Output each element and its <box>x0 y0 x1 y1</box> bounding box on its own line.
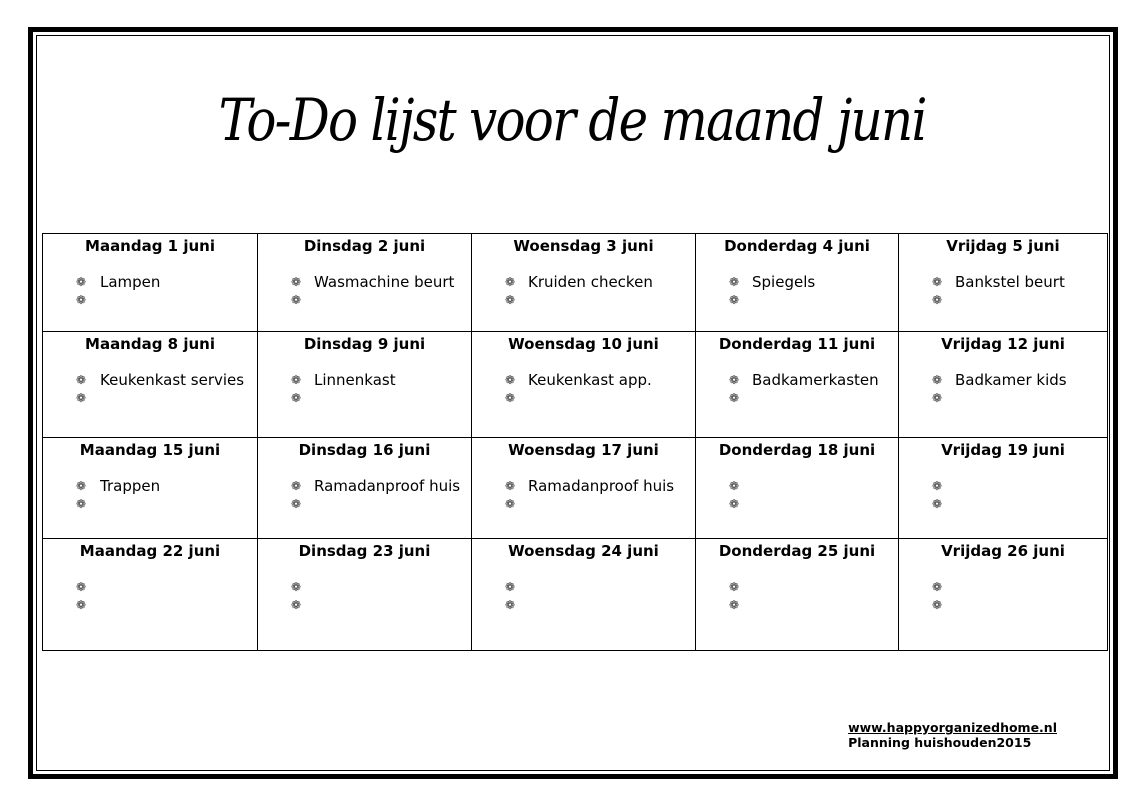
circle-bullet-icon: ❁ <box>291 275 302 289</box>
task-list <box>899 578 1107 614</box>
task-item <box>472 596 695 614</box>
task-item <box>696 291 898 309</box>
circle-bullet-icon: ❁ <box>932 275 943 289</box>
day-cell <box>696 234 899 332</box>
day-cell <box>43 234 258 332</box>
circle-bullet-icon: ❁ <box>932 497 943 511</box>
circle-bullet-icon: ❁ <box>76 373 87 387</box>
task-item <box>472 371 695 389</box>
day-name: Maandag 22 juni <box>79 542 221 560</box>
circle-bullet-icon: ❁ <box>729 580 740 594</box>
circle-bullet-icon: ❁ <box>76 293 87 307</box>
task-item <box>899 596 1107 614</box>
task-list <box>696 273 898 309</box>
day-name: Vrijdag 19 juni <box>941 441 1065 459</box>
circle-bullet-icon: ❁ <box>76 580 87 594</box>
task-item <box>43 291 257 309</box>
task-item <box>899 273 1107 291</box>
task-list <box>258 477 471 513</box>
task-list <box>258 273 471 309</box>
day-name: Vrijdag 12 juni <box>941 335 1065 353</box>
circle-bullet-icon: ❁ <box>291 497 302 511</box>
task-list <box>899 477 1107 513</box>
circle-bullet-icon: ❁ <box>505 275 516 289</box>
task-item <box>43 578 257 596</box>
circle-bullet-icon: ❁ <box>76 598 87 612</box>
task-item <box>899 389 1107 407</box>
task-item <box>258 477 471 495</box>
task-list <box>43 477 257 513</box>
day-name: Maandag 8 juni <box>85 335 215 353</box>
task-label: Keukenkast app. <box>528 371 652 389</box>
day-cell <box>258 332 472 438</box>
circle-bullet-icon: ❁ <box>76 479 87 493</box>
day-name: Dinsdag 16 juni <box>298 441 431 459</box>
day-name: Donderdag 4 juni <box>724 237 870 255</box>
task-item <box>43 371 257 389</box>
task-item <box>43 596 257 614</box>
day-name: Dinsdag 2 juni <box>303 237 426 255</box>
task-label: Ramadanproof huis <box>314 477 461 495</box>
calendar-week-row <box>43 438 1108 539</box>
day-cell <box>43 332 258 438</box>
circle-bullet-icon: ❁ <box>932 391 943 405</box>
task-item <box>696 578 898 596</box>
task-label: Badkamerkasten <box>752 371 879 389</box>
circle-bullet-icon: ❁ <box>932 373 943 387</box>
footer <box>848 720 1057 750</box>
circle-bullet-icon: ❁ <box>729 598 740 612</box>
task-list <box>258 371 471 407</box>
day-name: Woensdag 17 juni <box>508 441 659 459</box>
task-list <box>43 371 257 407</box>
task-item <box>899 495 1107 513</box>
task-label: Badkamer kids <box>955 371 1067 389</box>
task-label: Lampen <box>100 273 161 291</box>
task-list <box>43 273 257 309</box>
task-item <box>696 596 898 614</box>
day-cell <box>472 332 696 438</box>
task-label: Ramadanproof huis <box>528 477 675 495</box>
day-cell <box>43 539 258 651</box>
task-item <box>258 273 471 291</box>
task-label: Linnenkast <box>314 371 396 389</box>
task-list <box>472 273 695 309</box>
circle-bullet-icon: ❁ <box>505 598 516 612</box>
day-cell <box>899 234 1108 332</box>
circle-bullet-icon: ❁ <box>729 293 740 307</box>
footer-url-link[interactable]: www.happyorganizedhome.nl <box>848 720 1057 735</box>
day-name: Vrijdag 26 juni <box>941 542 1065 560</box>
task-item <box>899 371 1107 389</box>
task-list <box>472 578 695 614</box>
day-name: Donderdag 25 juni <box>718 542 876 560</box>
task-item <box>43 477 257 495</box>
circle-bullet-icon: ❁ <box>729 391 740 405</box>
day-name: Maandag 1 juni <box>85 237 215 255</box>
task-item <box>472 495 695 513</box>
circle-bullet-icon: ❁ <box>505 497 516 511</box>
task-item <box>258 495 471 513</box>
task-item <box>472 291 695 309</box>
task-item <box>696 371 898 389</box>
circle-bullet-icon: ❁ <box>505 580 516 594</box>
day-cell <box>258 539 472 651</box>
task-item <box>696 273 898 291</box>
task-item <box>472 477 695 495</box>
day-name: Donderdag 18 juni <box>718 441 876 459</box>
task-item <box>43 495 257 513</box>
circle-bullet-icon: ❁ <box>291 598 302 612</box>
circle-bullet-icon: ❁ <box>76 275 87 289</box>
task-item <box>43 389 257 407</box>
task-item <box>899 291 1107 309</box>
circle-bullet-icon: ❁ <box>932 580 943 594</box>
day-cell <box>899 332 1108 438</box>
task-list <box>472 477 695 513</box>
task-list <box>43 578 257 614</box>
circle-bullet-icon: ❁ <box>729 479 740 493</box>
day-name: Vrijdag 5 juni <box>946 237 1060 255</box>
calendar-table <box>42 233 1108 651</box>
day-cell <box>899 438 1108 539</box>
calendar-week-row <box>43 539 1108 651</box>
page-title: To-Do lijst voor de maand juni <box>218 86 926 154</box>
day-name: Woensdag 10 juni <box>508 335 659 353</box>
day-cell <box>696 438 899 539</box>
task-item <box>258 291 471 309</box>
task-item <box>696 389 898 407</box>
task-label: Spiegels <box>752 273 816 291</box>
task-item <box>258 371 471 389</box>
day-cell <box>43 438 258 539</box>
day-cell <box>696 539 899 651</box>
task-list <box>258 578 471 614</box>
task-item <box>258 596 471 614</box>
task-list <box>899 273 1107 309</box>
circle-bullet-icon: ❁ <box>291 373 302 387</box>
task-label: Bankstel beurt <box>955 273 1065 291</box>
circle-bullet-icon: ❁ <box>729 373 740 387</box>
task-item <box>43 273 257 291</box>
day-cell <box>258 234 472 332</box>
day-cell <box>696 332 899 438</box>
circle-bullet-icon: ❁ <box>932 479 943 493</box>
circle-bullet-icon: ❁ <box>291 293 302 307</box>
task-item <box>472 578 695 596</box>
task-item <box>258 578 471 596</box>
day-cell <box>899 539 1108 651</box>
task-list <box>696 371 898 407</box>
day-cell <box>258 438 472 539</box>
circle-bullet-icon: ❁ <box>729 497 740 511</box>
day-name: Maandag 15 juni <box>79 441 221 459</box>
circle-bullet-icon: ❁ <box>505 391 516 405</box>
circle-bullet-icon: ❁ <box>729 275 740 289</box>
day-cell <box>472 539 696 651</box>
task-list <box>696 578 898 614</box>
task-list <box>696 477 898 513</box>
task-item <box>258 389 471 407</box>
circle-bullet-icon: ❁ <box>291 580 302 594</box>
circle-bullet-icon: ❁ <box>932 293 943 307</box>
footer-note: Planning huishouden2015 <box>848 735 1032 750</box>
task-item <box>696 477 898 495</box>
task-label: Trappen <box>100 477 161 495</box>
circle-bullet-icon: ❁ <box>932 598 943 612</box>
circle-bullet-icon: ❁ <box>76 391 87 405</box>
day-cell <box>472 234 696 332</box>
task-label: Kruiden checken <box>528 273 653 291</box>
task-item <box>472 273 695 291</box>
task-list <box>472 371 695 407</box>
task-list <box>899 371 1107 407</box>
task-label: Wasmachine beurt <box>314 273 455 291</box>
day-name: Woensdag 3 juni <box>513 237 654 255</box>
circle-bullet-icon: ❁ <box>505 373 516 387</box>
task-item <box>899 477 1107 495</box>
day-name: Donderdag 11 juni <box>718 335 876 353</box>
day-name: Woensdag 24 juni <box>508 542 659 560</box>
circle-bullet-icon: ❁ <box>291 479 302 493</box>
task-item <box>472 389 695 407</box>
circle-bullet-icon: ❁ <box>76 497 87 511</box>
circle-bullet-icon: ❁ <box>291 391 302 405</box>
day-name: Dinsdag 9 juni <box>303 335 426 353</box>
calendar-week-row <box>43 332 1108 438</box>
task-label: Keukenkast servies <box>100 371 245 389</box>
task-item <box>899 578 1107 596</box>
day-cell <box>472 438 696 539</box>
calendar-week-row <box>43 234 1108 332</box>
task-item <box>696 495 898 513</box>
day-name: Dinsdag 23 juni <box>298 542 431 560</box>
circle-bullet-icon: ❁ <box>505 479 516 493</box>
circle-bullet-icon: ❁ <box>505 293 516 307</box>
